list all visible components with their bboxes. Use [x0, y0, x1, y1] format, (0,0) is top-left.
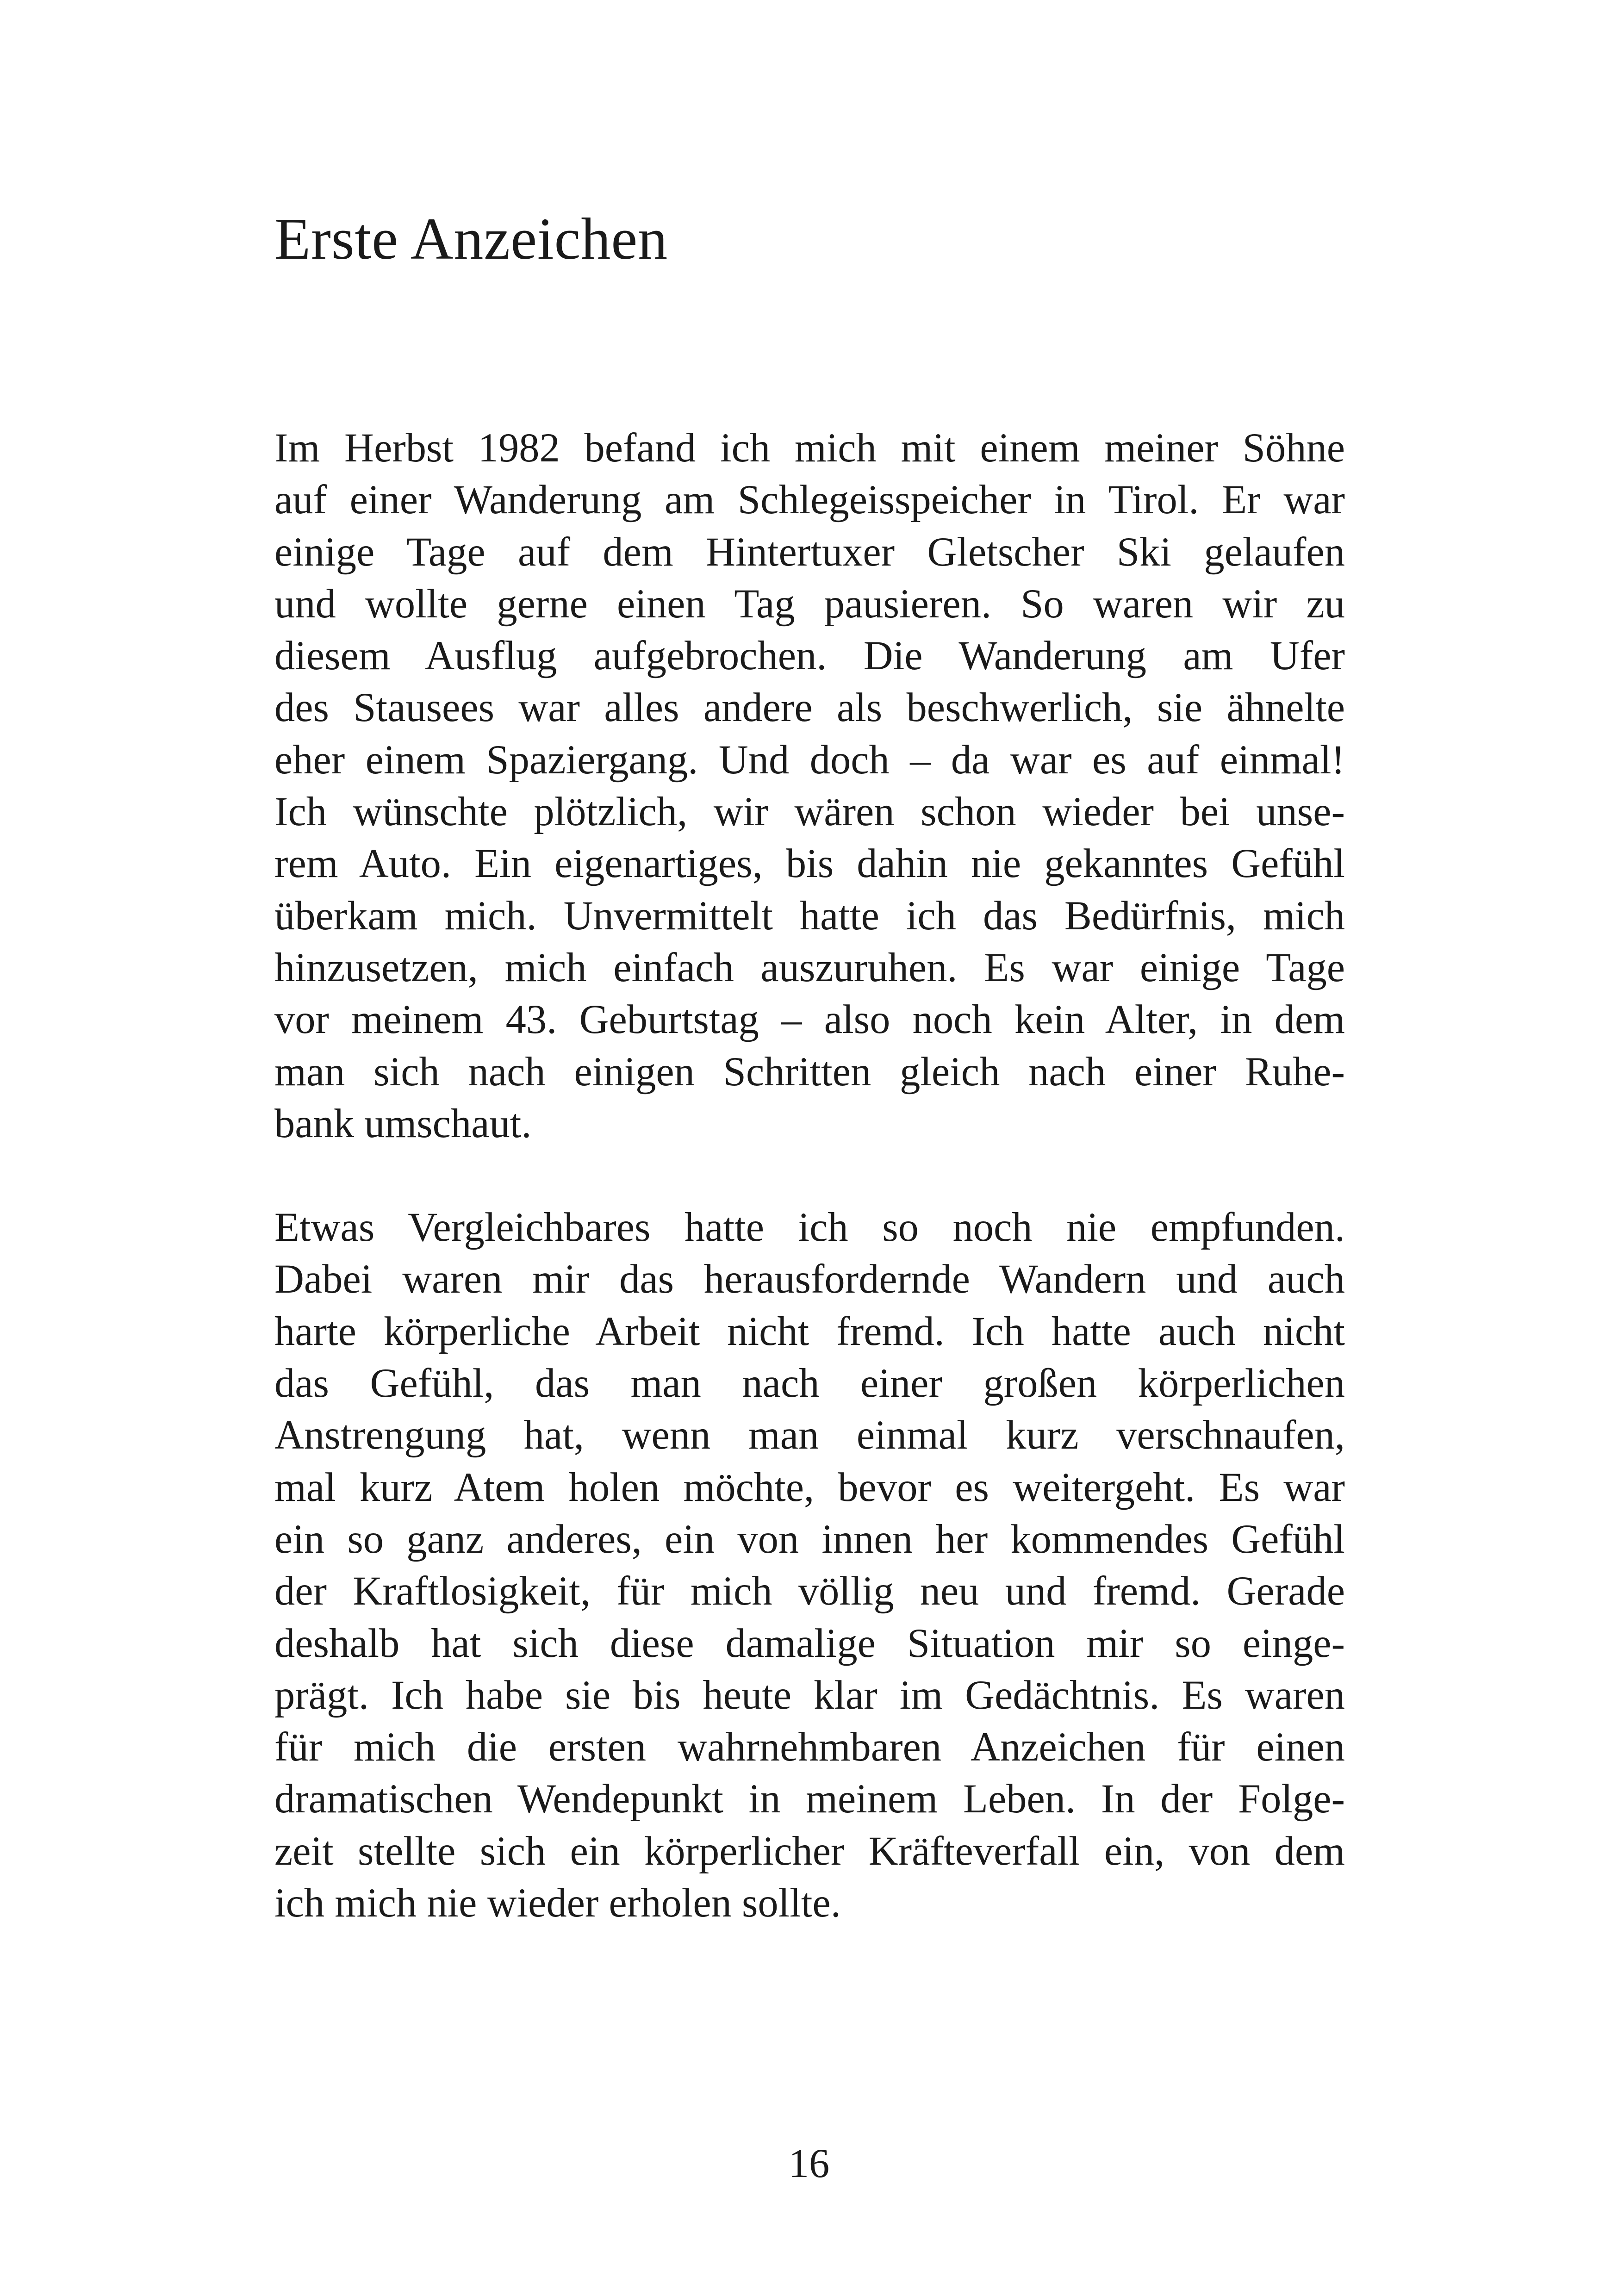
text-line: überkam mich. Unvermittelt hatte ich das Bedürfnis, mich — [274, 893, 1345, 939]
text-line: Etwas Vergleichbares hatte ich so noch nie empfunden. — [274, 1205, 1345, 1251]
text-line: Dabei waren mir das herausfordernde Wandern und auch — [274, 1257, 1345, 1302]
text-line: prägt. Ich habe sie bis heute klar im Gedächtnis. Es waren — [274, 1672, 1345, 1718]
text-line: mal kurz Atem holen möchte, bevor es weitergeht. Es war — [274, 1464, 1345, 1510]
text-line: harte körperliche Arbeit nicht fremd. Ich hatte auch nicht — [274, 1308, 1345, 1354]
text-line: ein so ganz anderes, ein von innen her kommendes Gefühl — [274, 1516, 1345, 1562]
paragraph-1 — [274, 422, 1345, 1150]
text-line: vor meinem 43. Geburtstag – also noch kein Alter, in dem — [274, 997, 1345, 1043]
text-line: für mich die ersten wahrnehmbaren Anzeichen für einen — [274, 1724, 1345, 1770]
text-line: hinzusetzen, mich einfach auszuruhen. Es war einige Tage — [274, 945, 1345, 990]
text-line: der Kraftlosigkeit, für mich völlig neu und fremd. Gerade — [274, 1568, 1345, 1614]
paragraph-2 — [274, 1201, 1345, 1929]
text-line: Im Herbst 1982 befand ich mich mit einem meiner Söhne — [274, 425, 1345, 471]
text-line: Anstrengung hat, wenn man einmal kurz verschnaufen, — [274, 1412, 1345, 1458]
body-text — [274, 422, 1345, 1929]
text-line: Ich wünschte plötzlich, wir wären schon wieder bei unse- — [274, 789, 1345, 835]
text-line: und wollte gerne einen Tag pausieren. So waren wir zu — [274, 581, 1345, 627]
text-line: zeit stellte sich ein körperlicher Kräfteverfall ein, von dem — [274, 1828, 1345, 1874]
text-line: deshalb hat sich diese damalige Situation mir so einge- — [274, 1620, 1345, 1666]
text-line: auf einer Wanderung am Schlegeisspeicher in Tirol. Er war — [274, 477, 1345, 523]
text-line: des Stausees war alles andere als beschwerlich, sie ähnelte — [274, 685, 1345, 731]
text-line: ich mich nie wieder erholen sollte. — [274, 1880, 841, 1926]
text-line: das Gefühl, das man nach einer großen körperlichen — [274, 1361, 1345, 1406]
page-number: 16 — [788, 2141, 830, 2186]
chapter-title: Erste Anzeichen — [274, 206, 668, 272]
text-line: rem Auto. Ein eigenartiges, bis dahin nie gekanntes Gefühl — [274, 841, 1345, 887]
text-line: dramatischen Wendepunkt in meinem Leben. In der Folge- — [274, 1776, 1345, 1822]
text-line: diesem Ausflug aufgebrochen. Die Wanderung am Ufer — [274, 633, 1345, 679]
text-line: bank umschaut. — [274, 1101, 532, 1146]
text-line: man sich nach einigen Schritten gleich nach einer Ruhe- — [274, 1049, 1345, 1095]
text-line: eher einem Spaziergang. Und doch – da war es auf einmal! — [274, 737, 1345, 783]
text-line: einige Tage auf dem Hintertuxer Gletscher Ski gelaufen — [274, 529, 1345, 575]
